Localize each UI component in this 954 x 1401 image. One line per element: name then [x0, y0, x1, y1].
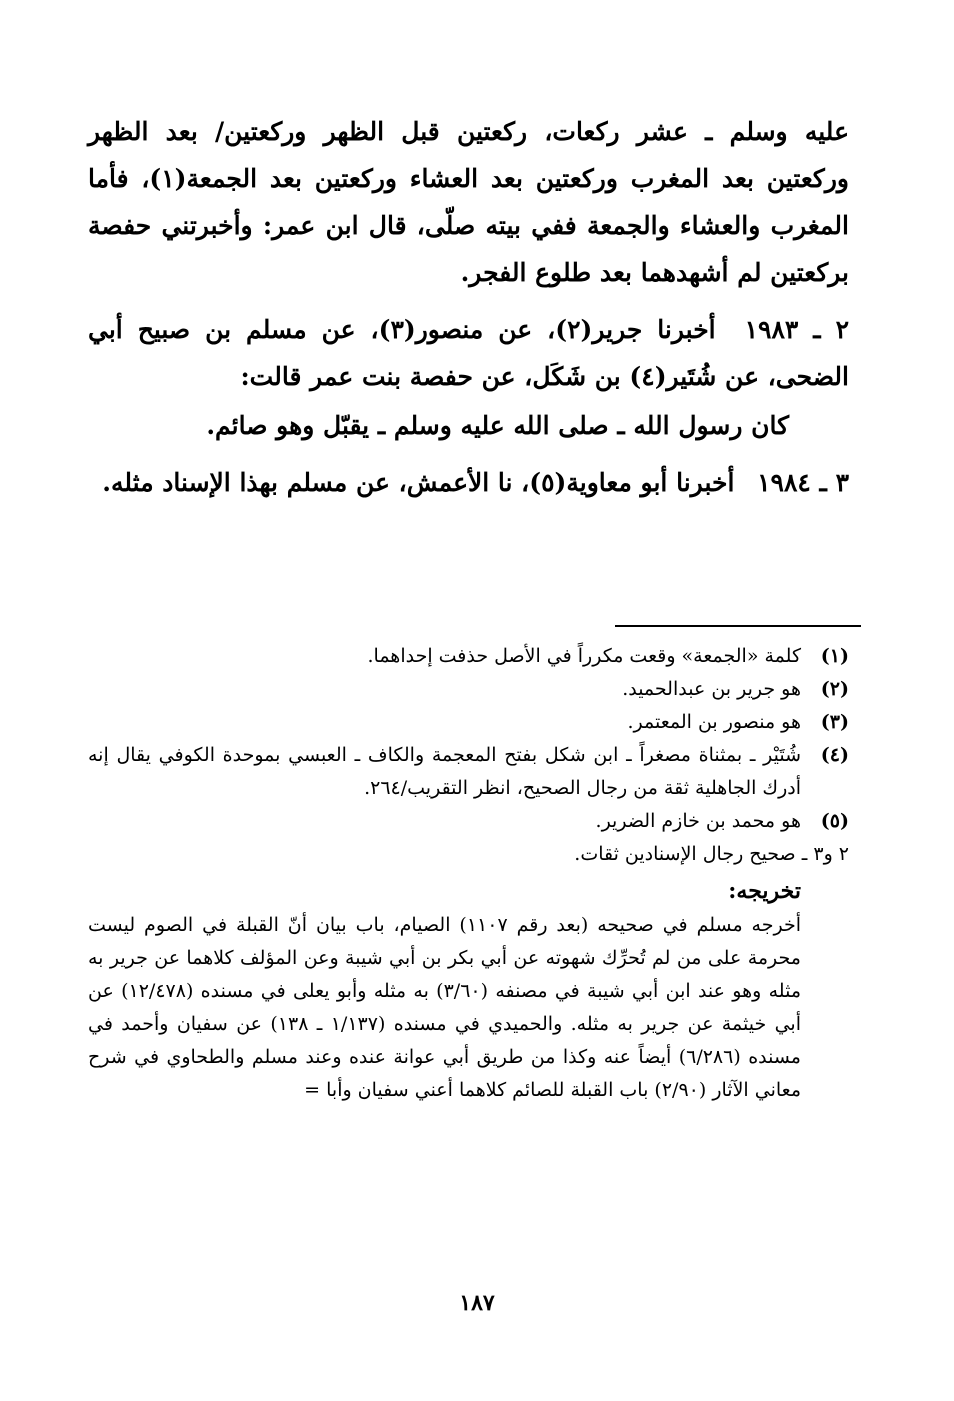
footnote-text: هو منصور بن المعتمر.: [627, 711, 801, 733]
footnote-number: (٥): [820, 810, 849, 832]
footnote-5: [88, 805, 849, 838]
main-text: [88, 108, 849, 506]
hadith-text: أخبرنا أبو معاوية(٥)، نا الأعمش، عن مسلم بهذا الإسناد مثله.: [102, 468, 735, 497]
continuation-paragraph: عليه وسلم ـ عشر ركعات، ركعتين قبل الظهر وركعتين/ بعد الظهر وركعتين بعد المغرب وركعتين بعد العشاء وركعتين بعد الجمعة(١)، فأما المغرب والعشاء والجمعة ففي بيته صلّى، قال ابن عمر: وأخبرتني حفصة بركعتين لم أشهدهما بعد طلوع الفجر.: [88, 117, 849, 287]
page-number: ١٨٧: [459, 1290, 495, 1316]
footnotes: [88, 640, 849, 1107]
hadith-1984: [88, 459, 849, 506]
footnote-text: كلمة «الجمعة» وقعت مكرراً في الأصل حذفت إحداهما.: [367, 645, 801, 667]
footnote-number: (١): [820, 645, 849, 667]
footnote-1: [88, 640, 849, 673]
footnote-4: [88, 739, 849, 805]
footnote-text: هو جرير بن عبدالحميد.: [622, 678, 801, 700]
hadith-number: ٢ ـ ١٩٨٣: [744, 315, 849, 344]
hadith-1983: [88, 306, 849, 400]
hadith-text: أخبرنا جرير(٢)، عن منصور(٣)، عن مسلم بن صبيح أبي الضحى، عن شُتَير(٤) بن شَكَل، عن حفصة بنت عمر قالت:: [88, 315, 849, 391]
takhrij-heading: تخريجه:: [728, 878, 801, 904]
footnote-2: [88, 673, 849, 706]
footnote-number: (٤): [820, 744, 849, 766]
footnote-number: (٢): [820, 678, 849, 700]
footnote-text: هو محمد بن خازم الضرير.: [595, 810, 801, 832]
footnote-text: شُتَيْر ـ بمثناة مصغراً ـ ابن شكل بفتح المعجمة والكاف ـ العبسي بموحدة الكوفي يقال إنه أدرك الجاهلية ثقة من رجال الصحيح، انظر التقريب/٢٦٤.: [88, 744, 801, 799]
grading-note: ٢ و٣ ـ صحيح رجال الإسنادين ثقات.: [574, 843, 849, 865]
takhrij-text: أخرجه مسلم في صحيحه (بعد رقم ١١٠٧) الصيام، باب بيان أنّ القبلة في الصوم ليست محرمة على من لم تُحرِّك شهوته عن أبي بكر بن أبي شيبة وعن المؤلف كلاهما عن جرير به مثله وهو عند ابن أبي شيبة في مصنفه (٣/٦٠) به مثله وأبو يعلى في مسنده (١٢/٤٧٨) عن أبي خيثمة عن جرير به مثله. والحميدي في مسنده (١/١٣٧ ـ ١٣٨) عن سفيان وأحمد في مسنده (٦/٢٨٦) أيضاً عنه وكذا من طريق أبي عوانة عنده وعند مسلم والطحاوي في شرح معاني الآثار (٢/٩٠) باب القبلة للصائم كلاهما أعني سفيان وأبا =: [88, 914, 801, 1101]
hadith-1983-quote: كان رسول الله ـ صلى الله عليه وسلم ـ يقبّل وهو صائم.: [206, 411, 789, 440]
hadith-number: ٣ ـ ١٩٨٤: [757, 468, 849, 497]
footnote-separator: [615, 625, 861, 627]
footnote-3: [88, 706, 849, 739]
footnote-number: (٣): [820, 711, 849, 733]
